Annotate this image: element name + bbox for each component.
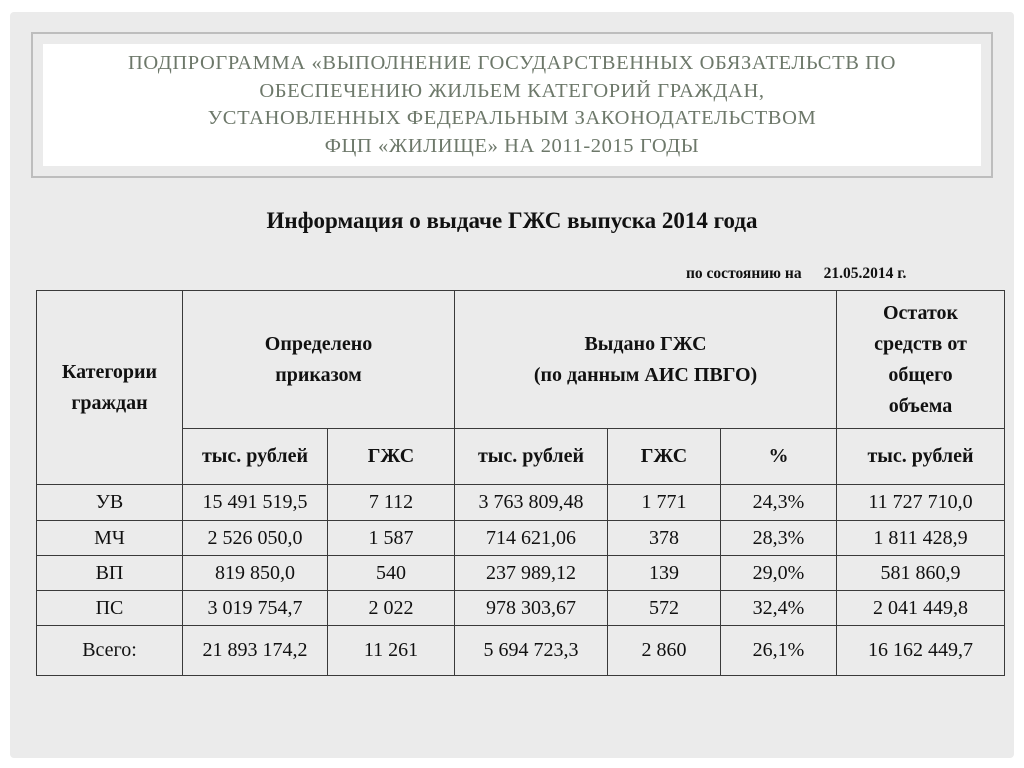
header-category: Категории граждан bbox=[37, 291, 183, 485]
table-row bbox=[37, 591, 1005, 626]
total-issued-gzhs: 2 860 bbox=[608, 626, 721, 676]
table-row bbox=[37, 485, 1005, 521]
subheader-percent: % bbox=[721, 429, 837, 485]
cell-ordered-rub: 2 526 050,0 bbox=[183, 521, 328, 556]
table-row bbox=[37, 556, 1005, 591]
cell-ordered-gzhs: 1 587 bbox=[328, 521, 455, 556]
total-remainder-rub: 16 162 449,7 bbox=[837, 626, 1005, 676]
as-of-date: 21.05.2014 г. bbox=[823, 265, 907, 282]
cell-ordered-gzhs: 540 bbox=[328, 556, 455, 591]
cell-percent: 32,4% bbox=[721, 591, 837, 626]
cell-ordered-gzhs: 2 022 bbox=[328, 591, 455, 626]
subheader-issued-rub: тыс. рублей bbox=[455, 429, 608, 485]
cell-ordered-gzhs: 7 112 bbox=[328, 485, 455, 521]
cell-ordered-rub: 819 850,0 bbox=[183, 556, 328, 591]
cell-remainder-rub: 11 727 710,0 bbox=[837, 485, 1005, 521]
header-issued-line2: (по данным АИС ПВГО) bbox=[533, 363, 758, 386]
header-remainder: Остаток средств от общего объема bbox=[837, 291, 1005, 429]
title-panel bbox=[43, 44, 981, 166]
total-label: Всего: bbox=[37, 626, 183, 676]
cell-percent: 28,3% bbox=[721, 521, 837, 556]
title-line-4: ФЦП «ЖИЛИЩЕ» НА 2011-2015 ГОДЫ bbox=[324, 134, 700, 157]
cell-ordered-rub: 3 019 754,7 bbox=[183, 591, 328, 626]
row-category: МЧ bbox=[37, 521, 183, 556]
header-ordered: Определено приказом bbox=[183, 291, 455, 429]
subheader-ordered-rub: тыс. рублей bbox=[183, 429, 328, 485]
cell-remainder-rub: 1 811 428,9 bbox=[837, 521, 1005, 556]
row-category: ПС bbox=[37, 591, 183, 626]
cell-remainder-rub: 2 041 449,8 bbox=[837, 591, 1005, 626]
cell-issued-rub: 3 763 809,48 bbox=[455, 485, 608, 521]
total-ordered-rub: 21 893 174,2 bbox=[183, 626, 328, 676]
total-row bbox=[37, 626, 1005, 676]
header-issued bbox=[455, 291, 837, 429]
cell-issued-rub: 978 303,67 bbox=[455, 591, 608, 626]
cell-issued-gzhs: 1 771 bbox=[608, 485, 721, 521]
title-line-2: ОБЕСПЕЧЕНИЮ ЖИЛЬЕМ КАТЕГОРИЙ ГРАЖДАН, bbox=[259, 79, 765, 102]
header-issued-line1: Выдано ГЖС bbox=[584, 332, 707, 355]
cell-issued-rub: 237 989,12 bbox=[455, 556, 608, 591]
as-of-label: по состоянию на bbox=[686, 265, 802, 282]
title-line-3: УСТАНОВЛЕННЫХ ФЕДЕРАЛЬНЫМ ЗАКОНОДАТЕЛЬСТВОМ bbox=[207, 107, 817, 129]
cell-issued-rub: 714 621,06 bbox=[455, 521, 608, 556]
total-issued-rub: 5 694 723,3 bbox=[455, 626, 608, 676]
subheader-ordered-gzhs: ГЖС bbox=[328, 429, 455, 485]
total-ordered-gzhs: 11 261 bbox=[328, 626, 455, 676]
table-row bbox=[37, 521, 1005, 556]
subheader-remainder-rub: тыс. рублей bbox=[837, 429, 1005, 485]
row-category: ВП bbox=[37, 556, 183, 591]
table-caption: Информация о выдаче ГЖС выпуска 2014 года bbox=[266, 208, 758, 233]
title-line-1: ПОДПРОГРАММА «ВЫПОЛНЕНИЕ ГОСУДАРСТВЕННЫХ ОБЯЗАТЕЛЬСТВ ПО bbox=[128, 52, 896, 74]
cell-issued-gzhs: 378 bbox=[608, 521, 721, 556]
cell-issued-gzhs: 139 bbox=[608, 556, 721, 591]
subheader-issued-gzhs: ГЖС bbox=[608, 429, 721, 485]
row-category: УВ bbox=[37, 485, 183, 521]
total-percent: 26,1% bbox=[721, 626, 837, 676]
cell-percent: 29,0% bbox=[721, 556, 837, 591]
cell-remainder-rub: 581 860,9 bbox=[837, 556, 1005, 591]
title-frame bbox=[31, 32, 993, 178]
cell-issued-gzhs: 572 bbox=[608, 591, 721, 626]
gzhs-table bbox=[36, 290, 1005, 676]
cell-ordered-rub: 15 491 519,5 bbox=[183, 485, 328, 521]
as-of-note bbox=[686, 265, 906, 283]
cell-percent: 24,3% bbox=[721, 485, 837, 521]
